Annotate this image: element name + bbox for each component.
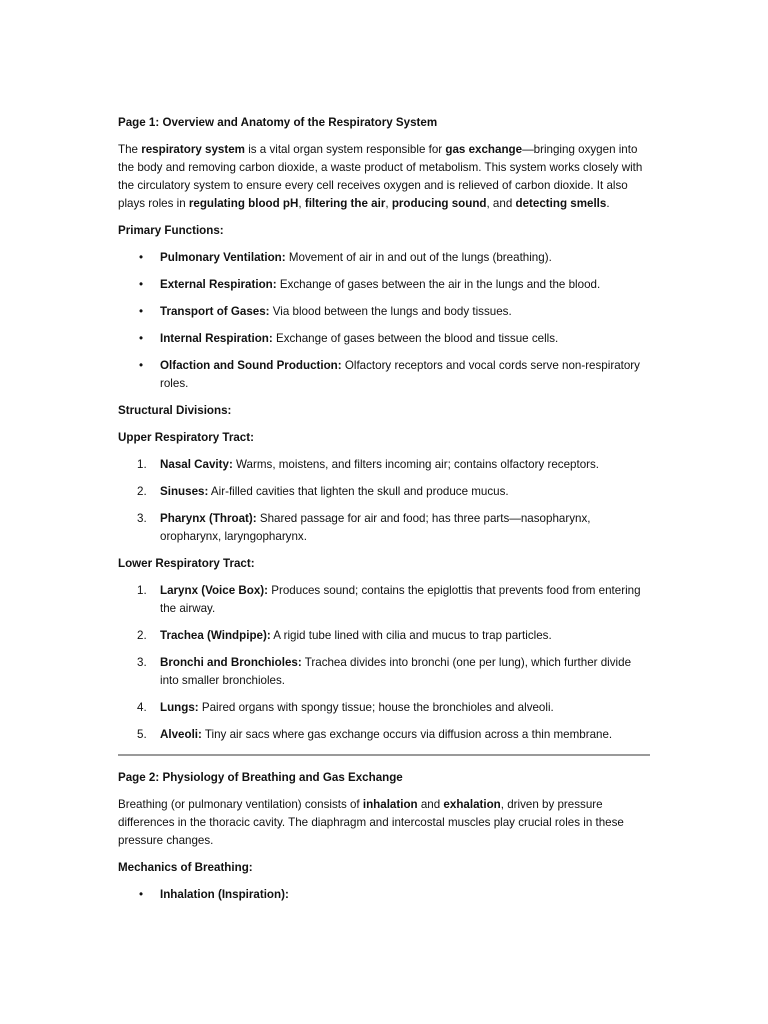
bold-term: respiratory system	[141, 143, 245, 156]
bold-term: inhalation	[362, 798, 418, 811]
text-run: , and	[486, 197, 516, 210]
list-number: 2.	[137, 485, 147, 498]
list-item	[118, 886, 650, 904]
list-item-term: External Respiration:	[160, 278, 277, 291]
list-item-term: Transport of Gases:	[160, 305, 270, 318]
bold-term: producing sound	[391, 197, 487, 210]
primary-functions-heading: Primary Functions:	[118, 224, 224, 237]
list-item-term: Pulmonary Ventilation:	[160, 251, 286, 264]
list-item-term: Pharynx (Throat):	[160, 512, 257, 525]
text-run: Breathing (or pulmonary ventilation) consists of	[118, 798, 363, 811]
mechanics-heading: Mechanics of Breathing:	[118, 861, 253, 874]
bullet-marker: •	[139, 251, 144, 264]
list-item-description: Tiny air sacs where gas exchange occurs via diffusion across a thin membrane.	[201, 728, 613, 741]
list-item	[118, 303, 650, 321]
list-item	[118, 510, 650, 546]
list-number: 4.	[137, 701, 147, 714]
page-divider	[118, 754, 650, 756]
list-item-description: Via blood between the lungs and body tissues.	[269, 305, 512, 318]
list-item-term: Trachea (Windpipe):	[160, 629, 271, 642]
bold-term: exhalation	[443, 798, 501, 811]
list-item	[118, 483, 650, 501]
list-item	[118, 330, 650, 348]
list-item-description: Exchange of gases between the blood and tissue cells.	[272, 332, 559, 345]
list-item-term: Larynx (Voice Box):	[160, 584, 269, 597]
text-run: —bringing oxygen into the body and removing carbon dioxide, a waste product of metabolism. This system works closely with the circulatory system to ensure every cell receives oxygen and is relieved of carbon dioxide. It also plays roles in	[118, 143, 643, 210]
list-item	[118, 627, 650, 645]
list-number: 5.	[137, 728, 147, 741]
list-item-description: Produces sound; contains the epiglottis that prevents food from entering the airway.	[160, 584, 641, 615]
list-item-term: Olfaction and Sound Production:	[160, 359, 342, 372]
document-content	[118, 114, 650, 913]
list-item-term: Nasal Cavity:	[160, 458, 233, 471]
bullet-marker: •	[139, 305, 144, 318]
bullet-marker: •	[139, 359, 144, 372]
upper-tract-heading: Upper Respiratory Tract:	[118, 431, 254, 444]
text-run: ,	[298, 197, 305, 210]
page2-intro	[118, 796, 650, 850]
lower-tract-list	[118, 582, 650, 744]
list-item	[118, 726, 650, 744]
list-item-term: Inhalation (Inspiration):	[160, 888, 289, 901]
text-run: ,	[385, 197, 392, 210]
primary-functions-list	[118, 249, 650, 393]
list-item-term: Bronchi and Bronchioles:	[160, 656, 302, 669]
list-item-description: Warms, moistens, and filters incoming air; contains olfactory receptors.	[232, 458, 600, 471]
list-item-description: Air-filled cavities that lighten the skull and produce mucus.	[208, 485, 509, 498]
bold-term: gas exchange	[445, 143, 523, 156]
list-item-term: Lungs:	[160, 701, 199, 714]
list-item	[118, 654, 650, 690]
list-item-description: Movement of air in and out of the lungs (breathing).	[285, 251, 552, 264]
list-item-term: Alveoli:	[160, 728, 202, 741]
text-run: The	[118, 143, 142, 156]
mechanics-list	[118, 886, 650, 904]
bold-term: filtering the air	[304, 197, 386, 210]
page1-title: Page 1: Overview and Anatomy of the Respiratory System	[118, 116, 438, 129]
list-item-description: Trachea divides into bronchi (one per lung), which further divide into smaller bronchioles.	[160, 656, 632, 687]
list-item	[118, 456, 650, 474]
bullet-marker: •	[139, 278, 144, 291]
lower-tract-heading: Lower Respiratory Tract:	[118, 557, 255, 570]
text-run: and	[417, 798, 444, 811]
list-item-term: Sinuses:	[160, 485, 209, 498]
list-number: 2.	[137, 629, 147, 642]
structural-divisions-heading: Structural Divisions:	[118, 404, 232, 417]
list-item-description: Olfactory receptors and vocal cords serve non-respiratory roles.	[160, 359, 640, 390]
page2-title: Page 2: Physiology of Breathing and Gas Exchange	[118, 771, 403, 784]
list-item	[118, 582, 650, 618]
list-item-term: Internal Respiration:	[160, 332, 273, 345]
bullet-marker: •	[139, 332, 144, 345]
bold-term: regulating blood pH	[188, 197, 299, 210]
list-item-description: Paired organs with spongy tissue; house the bronchioles and alveoli.	[198, 701, 554, 714]
list-item	[118, 699, 650, 717]
text-run: is a vital organ system responsible for	[244, 143, 446, 156]
text-run: .	[606, 197, 610, 210]
list-number: 3.	[137, 512, 147, 525]
list-item	[118, 249, 650, 267]
list-item-description: Shared passage for air and food; has three parts—nasopharynx, oropharynx, laryngopharynx.	[160, 512, 591, 543]
upper-tract-list	[118, 456, 650, 546]
text-run: , driven by pressure differences in the thoracic cavity. The diaphragm and intercostal muscles play crucial roles in these pressure changes.	[118, 798, 624, 847]
list-item	[118, 276, 650, 294]
bullet-marker: •	[139, 888, 144, 901]
page1-intro	[118, 141, 650, 213]
list-item-description: Exchange of gases between the air in the lungs and the blood.	[276, 278, 601, 291]
list-item	[118, 357, 650, 393]
list-number: 3.	[137, 656, 147, 669]
bold-term: detecting smells	[515, 197, 607, 210]
list-item-description: A rigid tube lined with cilia and mucus to trap particles.	[270, 629, 552, 642]
list-number: 1.	[137, 584, 147, 597]
list-number: 1.	[137, 458, 147, 471]
